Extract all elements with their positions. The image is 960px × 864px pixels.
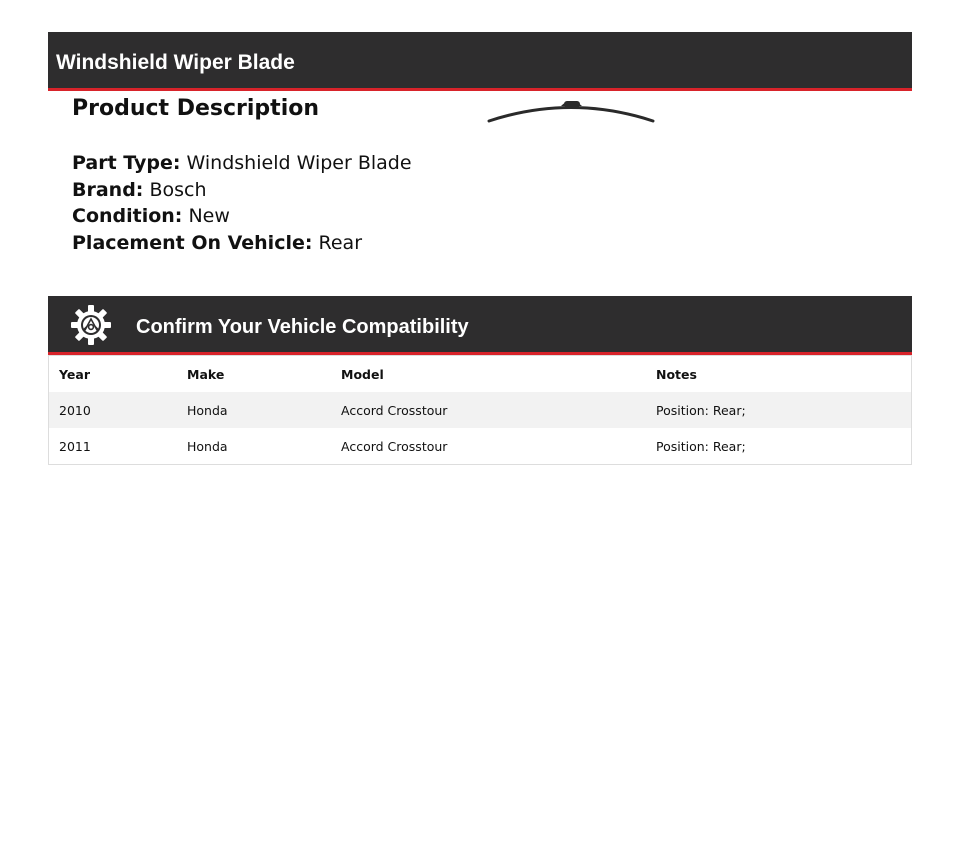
cell-year: 2011 <box>59 438 91 454</box>
spec-value: Bosch <box>149 178 207 201</box>
spec-label: Placement On Vehicle: <box>72 231 313 254</box>
spec-part-type <box>72 150 412 177</box>
title-bar <box>48 32 912 91</box>
spec-value: Rear <box>318 231 363 254</box>
spec-value: Windshield Wiper Blade <box>186 152 412 174</box>
spec-label: Brand: <box>72 178 144 201</box>
product-title: Windshield Wiper Blade <box>56 51 295 74</box>
column-header-notes: Notes <box>656 366 697 382</box>
cell-make: Honda <box>187 438 228 454</box>
cell-notes: Position: Rear; <box>656 402 746 418</box>
product-specs <box>72 150 412 256</box>
spec-value: New <box>188 205 230 227</box>
cell-make: Honda <box>187 402 228 418</box>
gear-icon <box>70 304 112 346</box>
cell-model: Accord Crosstour <box>341 438 448 454</box>
wiper-blade-image <box>486 96 658 128</box>
column-header-model: Model <box>341 366 384 382</box>
product-description-heading: Product Description <box>72 96 320 121</box>
table-header-row <box>49 356 912 393</box>
spec-placement <box>72 230 412 257</box>
cell-notes: Position: Rear; <box>656 438 746 454</box>
table-row <box>49 428 912 465</box>
compatibility-table <box>48 355 912 465</box>
spec-label: Condition: <box>72 205 183 227</box>
spec-brand <box>72 177 412 204</box>
table-row <box>49 392 912 428</box>
spec-label: Part Type: <box>72 152 181 174</box>
cell-model: Accord Crosstour <box>341 402 448 418</box>
compatibility-title: Confirm Your Vehicle Compatibility <box>136 316 469 338</box>
spec-condition <box>72 203 412 230</box>
column-header-make: Make <box>187 366 225 382</box>
cell-year: 2010 <box>59 402 91 418</box>
column-header-year: Year <box>59 366 90 382</box>
